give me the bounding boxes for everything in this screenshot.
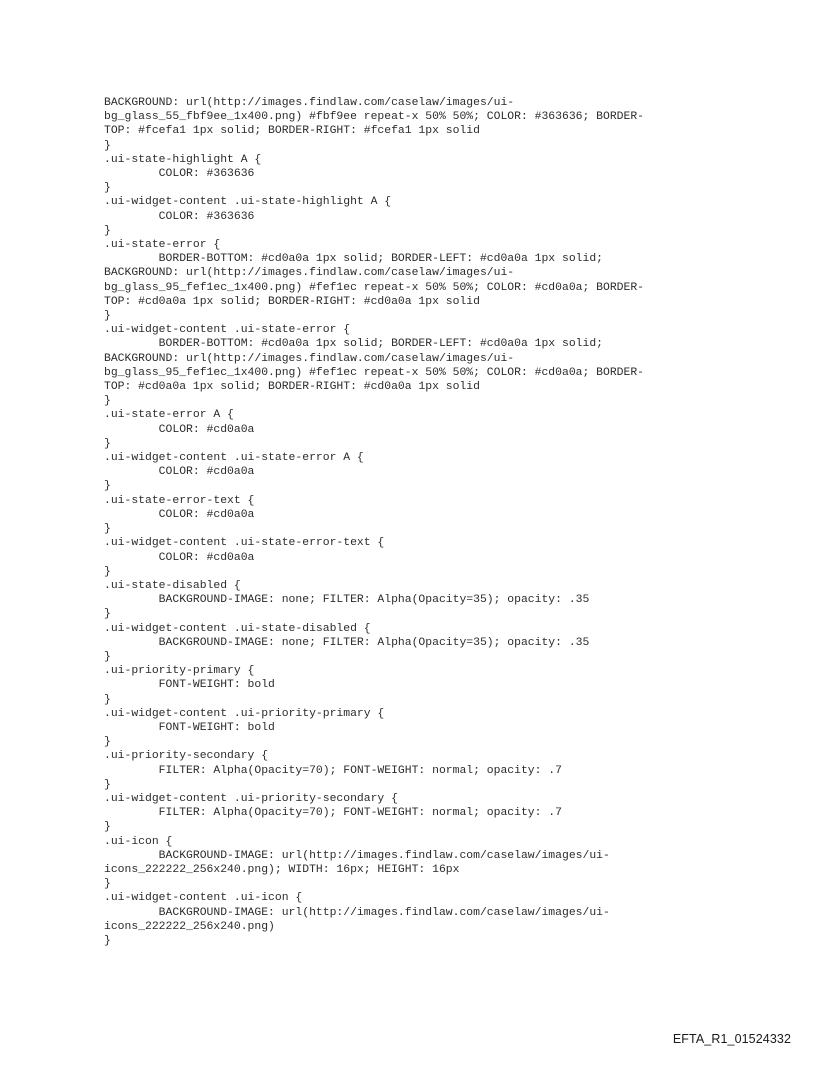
code-line: TOP: #fcefa1 1px solid; BORDER-RIGHT: #fcefa1 1px solid (104, 125, 480, 138)
code-line: BACKGROUND-IMAGE: none; FILTER: Alpha(Opacity=35); opacity: .35 (104, 594, 590, 607)
code-line: } (104, 934, 111, 947)
code-line: BACKGROUND: url(http://images.findlaw.com/caselaw/images/ui- (104, 267, 515, 280)
code-line: .ui-state-error A { (104, 409, 234, 422)
code-line: .ui-state-error-text { (104, 494, 255, 507)
code-line: COLOR: #cd0a0a (104, 423, 255, 436)
code-line: .ui-priority-primary { (104, 665, 255, 678)
code-line: COLOR: #cd0a0a (104, 508, 255, 521)
code-line: BACKGROUND: url(http://images.findlaw.com/caselaw/images/ui- (104, 352, 515, 365)
code-line: bg_glass_95_fef1ec_1x400.png) #fef1ec repeat-x 50% 50%; COLOR: #cd0a0a; BORDER- (104, 366, 645, 379)
code-line: .ui-widget-content .ui-state-error A { (104, 452, 364, 465)
code-line: } (104, 565, 111, 578)
code-line: .ui-widget-content .ui-state-disabled { (104, 622, 371, 635)
code-line: TOP: #cd0a0a 1px solid; BORDER-RIGHT: #cd0a0a 1px solid (104, 295, 480, 308)
code-line: COLOR: #cd0a0a (104, 466, 255, 479)
code-line: BACKGROUND-IMAGE: url(http://images.findlaw.com/caselaw/images/ui- (104, 849, 610, 862)
code-line: TOP: #cd0a0a 1px solid; BORDER-RIGHT: #cd0a0a 1px solid (104, 381, 480, 394)
code-line: FONT-WEIGHT: bold (104, 721, 275, 734)
code-line: .ui-widget-content .ui-icon { (104, 892, 303, 905)
code-line: } (104, 608, 111, 621)
code-line: bg_glass_95_fef1ec_1x400.png) #fef1ec repeat-x 50% 50%; COLOR: #cd0a0a; BORDER- (104, 281, 645, 294)
code-line: .ui-widget-content .ui-state-error-text { (104, 537, 385, 550)
code-line: FONT-WEIGHT: bold (104, 679, 275, 692)
code-line: } (104, 310, 111, 323)
code-line: icons_222222_256x240.png) (104, 920, 275, 933)
code-line: } (104, 650, 111, 663)
code-line: BACKGROUND-IMAGE: url(http://images.findlaw.com/caselaw/images/ui- (104, 906, 610, 919)
code-line: .ui-widget-content .ui-state-highlight A { (104, 196, 392, 209)
code-line: FILTER: Alpha(Opacity=70); FONT-WEIGHT: normal; opacity: .7 (104, 807, 562, 820)
code-line: .ui-icon { (104, 835, 173, 848)
code-line: COLOR: #363636 (104, 210, 255, 223)
code-line: icons_222222_256x240.png); WIDTH: 16px; HEIGHT: 16px (104, 863, 460, 876)
code-line: } (104, 395, 111, 408)
code-line: FILTER: Alpha(Opacity=70); FONT-WEIGHT: normal; opacity: .7 (104, 764, 562, 777)
code-line: } (104, 224, 111, 237)
code-line: BORDER-BOTTOM: #cd0a0a 1px solid; BORDER-LEFT: #cd0a0a 1px solid; (104, 338, 603, 351)
code-line: COLOR: #363636 (104, 168, 255, 181)
code-line: .ui-widget-content .ui-priority-primary { (104, 707, 385, 720)
css-code-listing (104, 96, 784, 948)
code-line: BACKGROUND: url(http://images.findlaw.com/caselaw/images/ui- (104, 97, 515, 109)
code-line: COLOR: #cd0a0a (104, 551, 255, 564)
code-line: .ui-state-error { (104, 239, 221, 252)
code-line: } (104, 821, 111, 834)
code-line: } (104, 878, 111, 891)
code-line: bg_glass_55_fbf9ee_1x400.png) #fbf9ee repeat-x 50% 50%; COLOR: #363636; BORDER- (104, 111, 645, 124)
document-id-footer: EFTA_R1_01524332 (672, 1032, 791, 1046)
code-line: .ui-priority-secondary { (104, 750, 269, 763)
code-line: } (104, 736, 111, 749)
code-line: } (104, 480, 111, 493)
code-line: } (104, 437, 111, 450)
code-line: } (104, 182, 111, 195)
code-line: .ui-state-disabled { (104, 579, 241, 592)
code-line: } (104, 523, 111, 536)
code-line: .ui-state-highlight A { (104, 153, 262, 166)
code-line: } (104, 778, 111, 791)
code-line: BORDER-BOTTOM: #cd0a0a 1px solid; BORDER-LEFT: #cd0a0a 1px solid; (104, 253, 603, 266)
code-line: .ui-widget-content .ui-priority-secondary { (104, 792, 398, 805)
code-line: } (104, 693, 111, 706)
code-line: .ui-widget-content .ui-state-error { (104, 324, 351, 337)
code-line: } (104, 139, 111, 152)
code-line: BACKGROUND-IMAGE: none; FILTER: Alpha(Opacity=35); opacity: .35 (104, 636, 590, 649)
